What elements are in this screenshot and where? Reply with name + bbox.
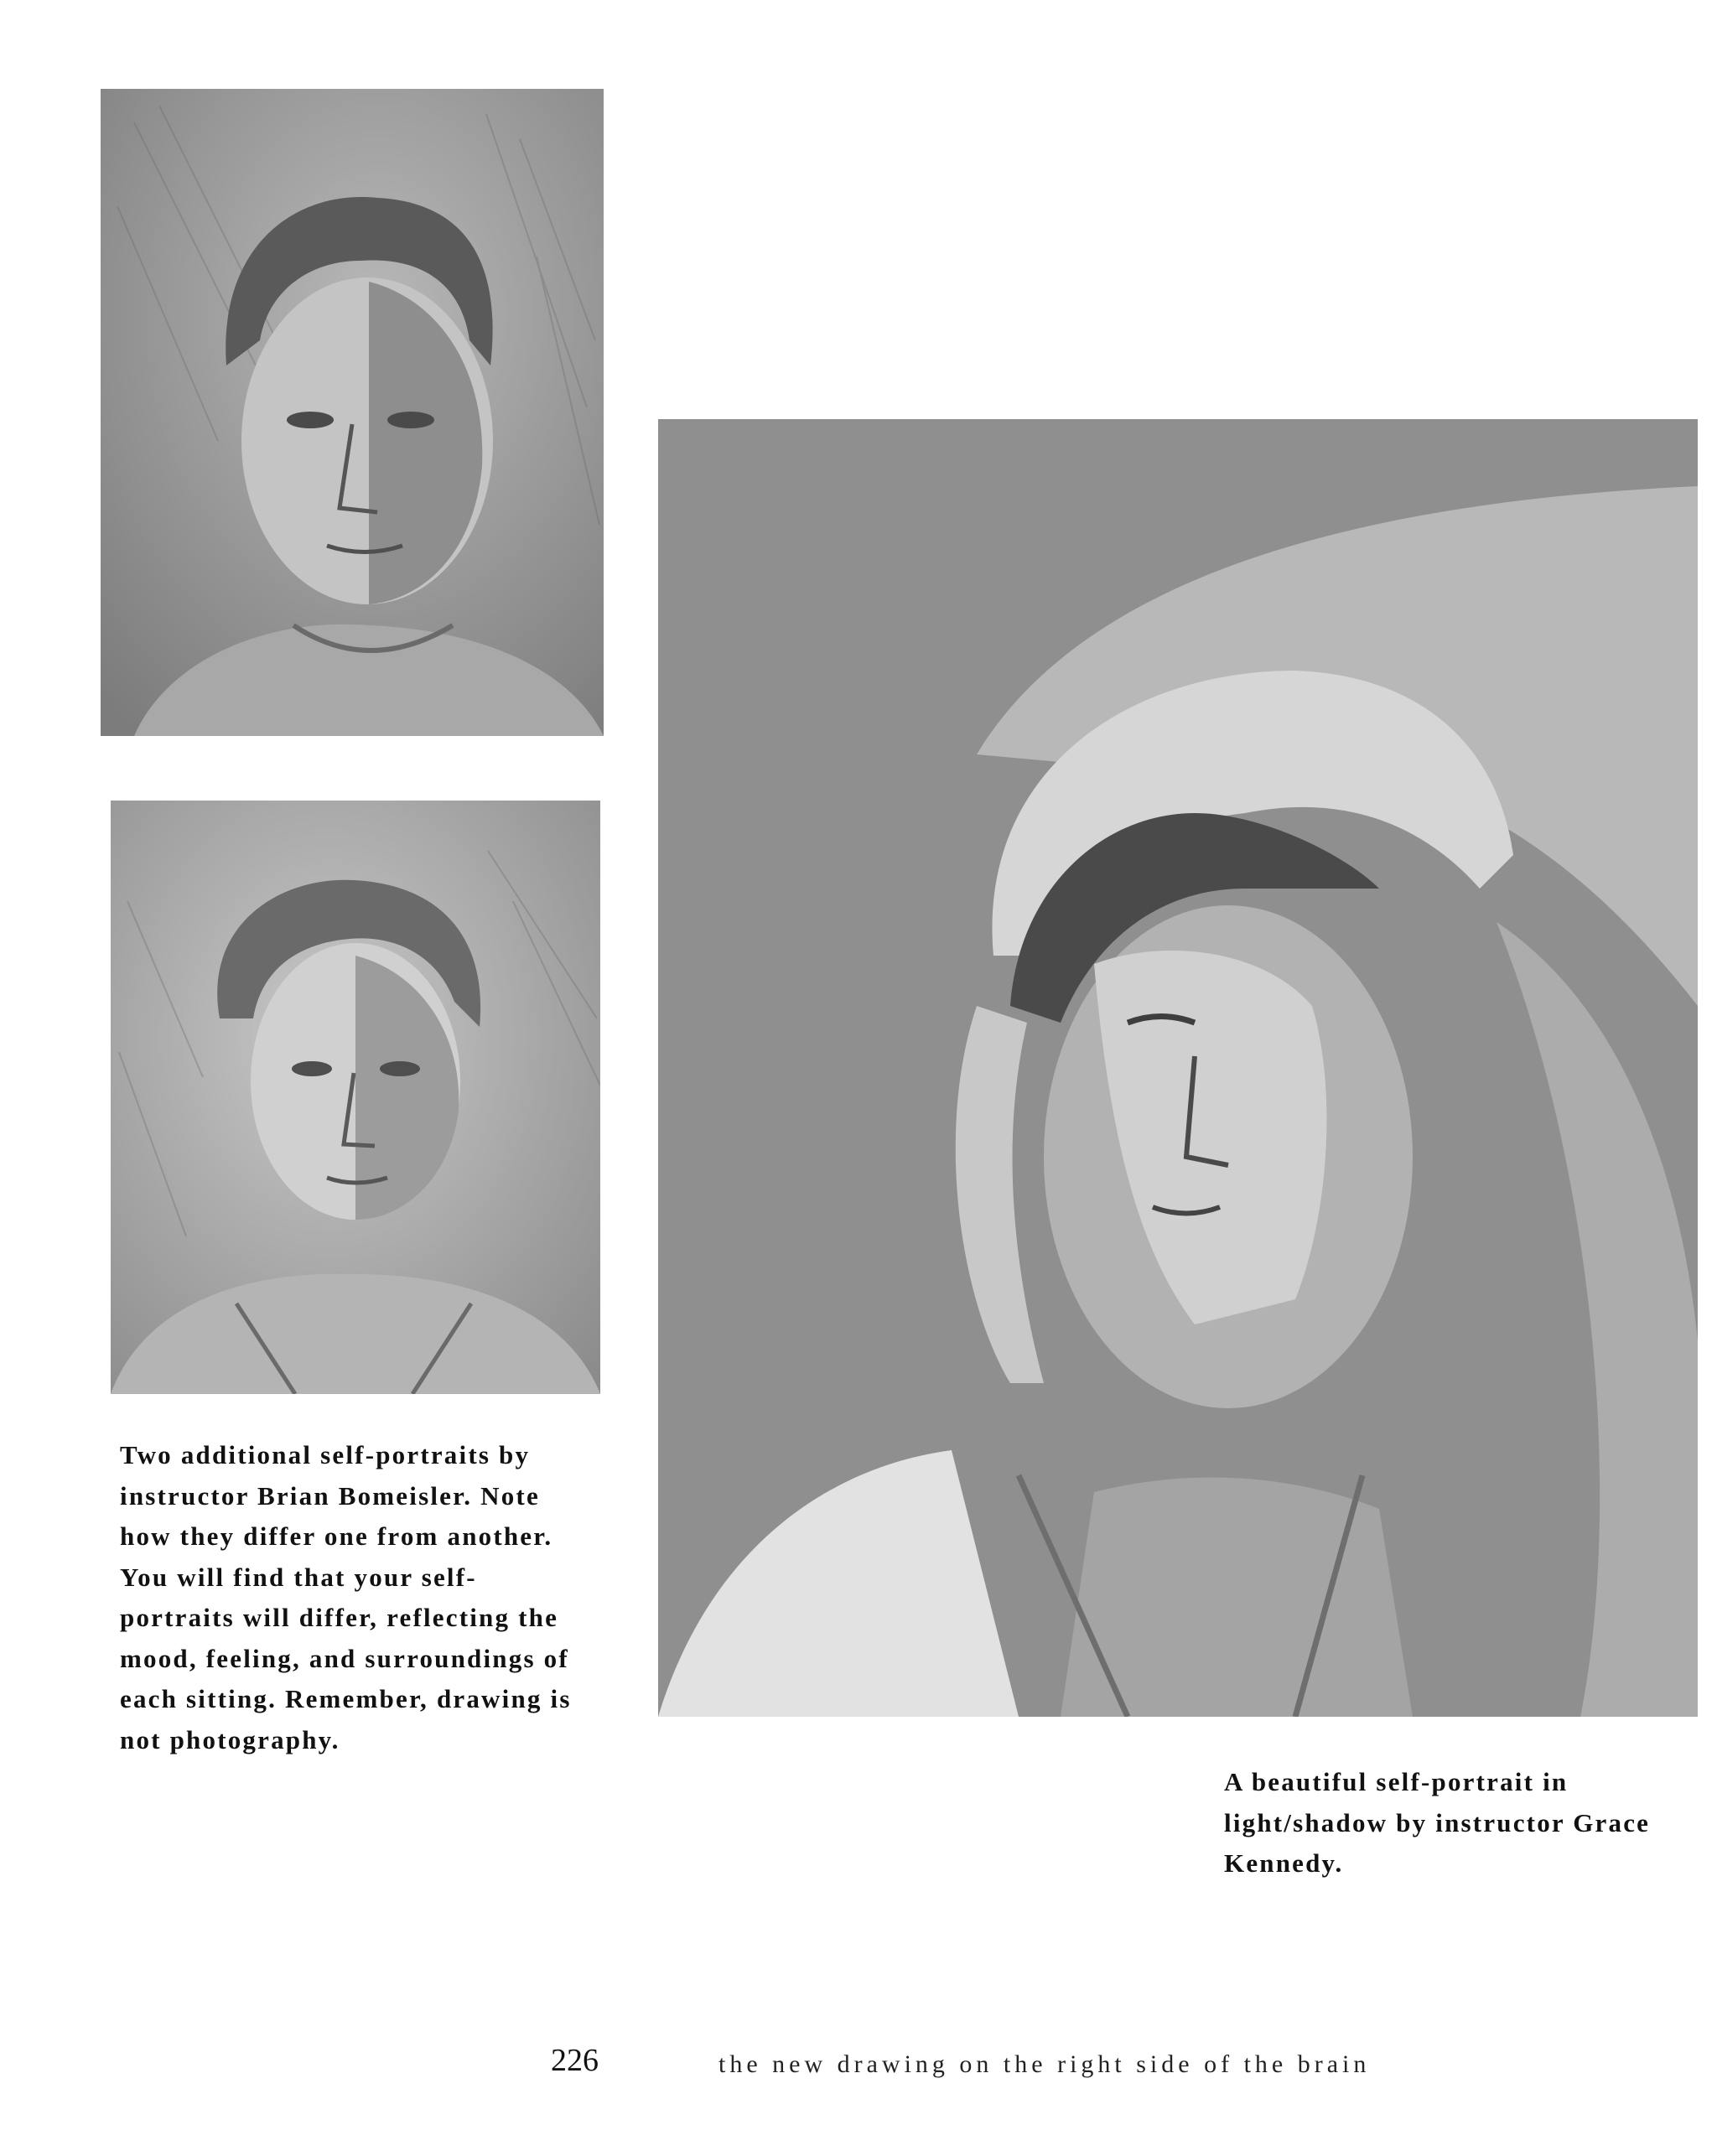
portrait-large-image	[658, 419, 1698, 1717]
caption-line: light/shadow by instructor Grace	[1224, 1807, 1651, 1837]
caption-line: mood, feeling, and surroundings of	[120, 1643, 569, 1673]
portrait-middle-image	[111, 801, 600, 1394]
page-footer	[0, 2042, 1717, 2084]
caption-left	[120, 1435, 572, 1760]
caption-line: Kennedy.	[1224, 1848, 1344, 1878]
caption-line: instructor Brian Bomeisler. Note	[120, 1480, 540, 1511]
running-head: the new drawing on the right side of the brain	[718, 2050, 1371, 2078]
caption-line: A beautiful self-portrait in	[1224, 1767, 1569, 1796]
caption-line: portraits will differ, reflecting the	[120, 1603, 559, 1632]
page-number: 226	[551, 2043, 599, 2078]
caption-line: each sitting. Remember, drawing is	[120, 1684, 572, 1713]
caption-line: You will find that your self-	[120, 1562, 477, 1592]
caption-line: how they differ one from another.	[120, 1521, 553, 1551]
caption-line: Two additional self-portraits by	[120, 1440, 531, 1469]
caption-line: not photography.	[120, 1724, 340, 1754]
caption-right	[1224, 1762, 1650, 1884]
portrait-top-image	[101, 89, 604, 736]
